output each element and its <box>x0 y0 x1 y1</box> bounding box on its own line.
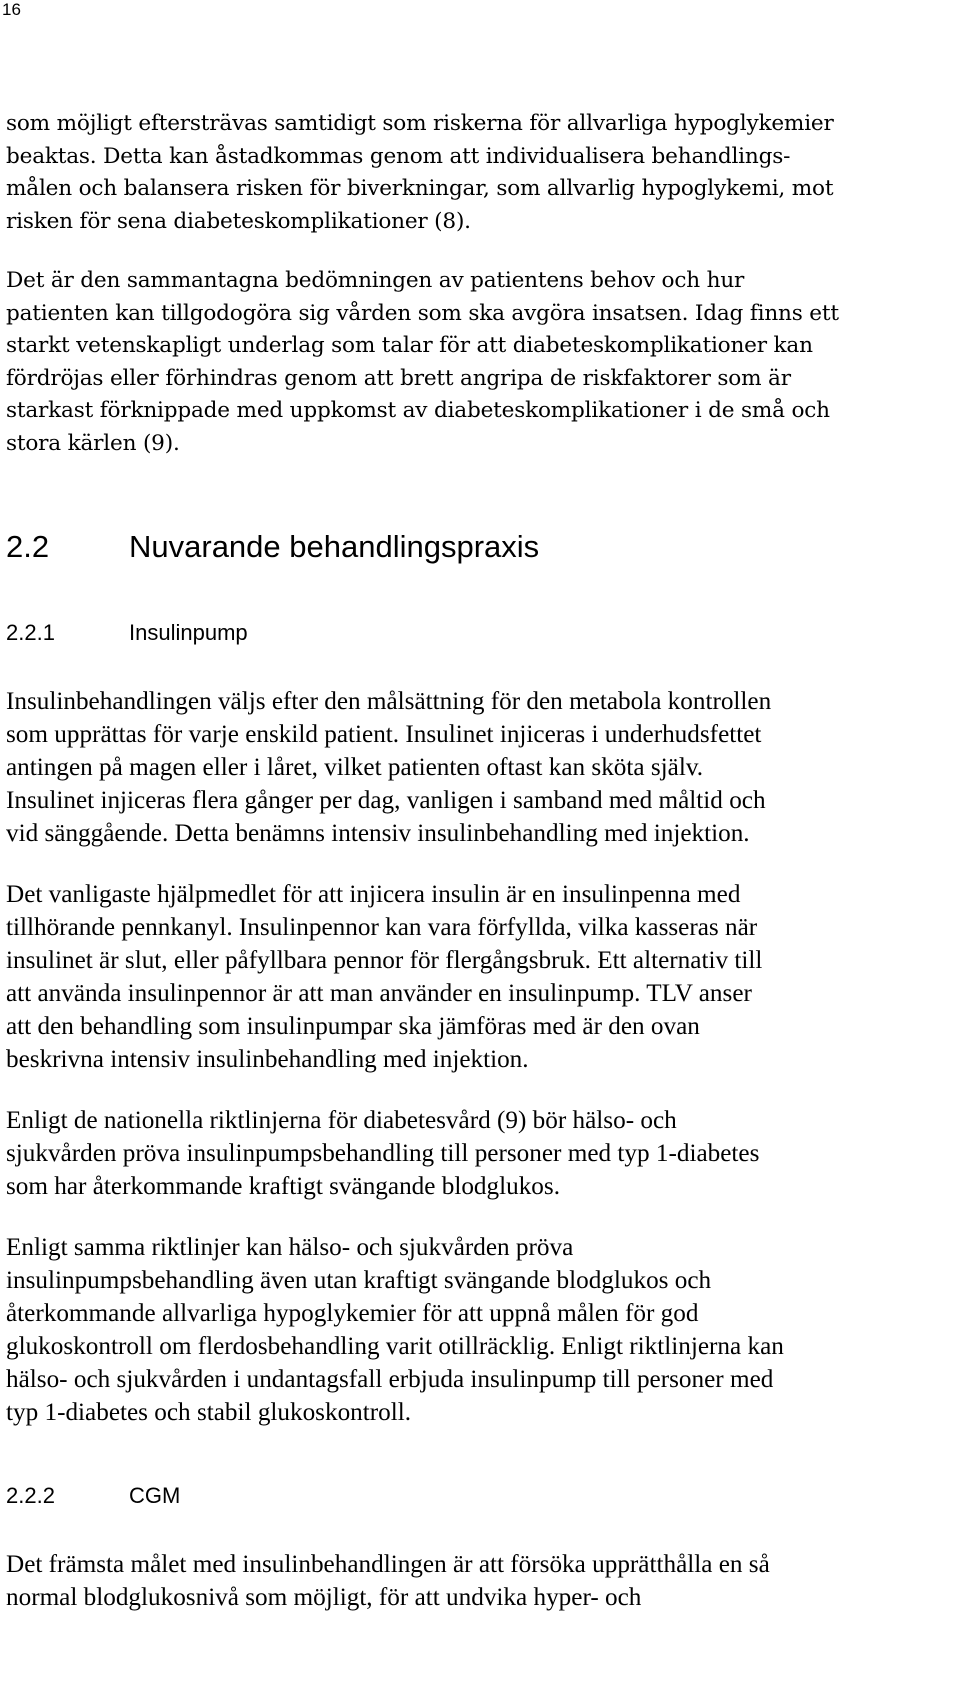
subsection-title: Insulinpump <box>129 620 248 645</box>
section-heading <box>6 529 956 565</box>
text-line: som har återkommande kraftigt svängande blodglukos. <box>6 1173 560 1200</box>
text-line: sjukvården pröva insulinpumpsbehandling till personer med typ 1-diabetes <box>6 1140 760 1167</box>
text-line: Enligt samma riktlinjer kan hälso- och sjukvården pröva <box>6 1234 574 1261</box>
text-line: beskrivna intensiv insulinbehandling med injektion. <box>6 1046 529 1073</box>
text-line: fördröjas eller förhindras genom att brett angripa de riskfaktorer som är <box>6 365 791 391</box>
text-line: starkt vetenskapligt underlag som talar för att diabeteskomplikationer kan <box>6 333 813 358</box>
text-line: målen och balansera risken för biverkningar, som allvarlig hypoglykemi, mot <box>6 176 834 201</box>
text-line: beaktas. Detta kan åstadkommas genom att individualisera behandlings- <box>6 143 791 169</box>
text-line: som möjligt eftersträvas samtidigt som riskerna för allvarliga hypoglykemier <box>6 111 834 136</box>
text-line: Insulinet injiceras flera gånger per dag, vanligen i samband med måltid och <box>6 787 766 814</box>
text-line: risken för sena diabeteskomplikationer (8). <box>6 208 471 234</box>
text-line: patienten kan tillgodogöra sig vården som ska avgöra insatsen. Idag finns ett <box>6 300 839 326</box>
subsection-heading <box>6 1482 956 1510</box>
text-line: insulinpumpsbehandling även utan kraftigt svängande blodglukos och <box>6 1267 712 1294</box>
text-line: Insulinbehandlingen väljs efter den målsättning för den metabola kontrollen <box>6 688 772 715</box>
paragraph <box>6 685 956 850</box>
document-body <box>6 108 956 1614</box>
text-line: att den behandling som insulinpumpar ska jämföras med är den ovan <box>6 1013 700 1040</box>
section-number: 2.2 <box>6 529 50 564</box>
text-line: Det främsta målet med insulinbehandlingen är att försöka upprätthålla en så <box>6 1551 770 1578</box>
paragraph <box>6 1104 956 1203</box>
subsection-number: 2.2.1 <box>6 620 55 645</box>
subsection-title: CGM <box>129 1483 181 1508</box>
page-number: 16 <box>2 0 21 19</box>
text-line: vid sänggående. Detta benämns intensiv insulinbehandling med injektion. <box>6 820 750 847</box>
text-line: normal blodglukosnivå som möjligt, för att undvika hyper- och <box>6 1584 642 1611</box>
section-title: Nuvarande behandlingspraxis <box>129 529 540 564</box>
subsection-heading <box>6 619 956 647</box>
paragraph <box>6 265 956 460</box>
text-line: starkast förknippade med uppkomst av diabeteskomplikationer i de små och <box>6 398 830 423</box>
text-line: återkommande allvarliga hypoglykemier för att uppnå målen för god <box>6 1300 699 1327</box>
text-line: Det är den sammantagna bedömningen av patientens behov och hur <box>6 268 745 293</box>
text-line: insulinet är slut, eller påfyllbara pennor för flergångsbruk. Ett alternativ till <box>6 947 763 974</box>
text-line: tillhörande pennkanyl. Insulinpennor kan vara förfyllda, vilka kasseras när <box>6 914 758 941</box>
text-line: typ 1-diabetes och stabil glukoskontroll. <box>6 1399 412 1426</box>
paragraph <box>6 1231 956 1429</box>
paragraph <box>6 108 956 238</box>
text-line: antingen på magen eller i låret, vilket patienten oftast kan sköta själv. <box>6 754 704 781</box>
text-line: Enligt de nationella riktlinjerna för diabetesvård (9) bör hälso- och <box>6 1107 677 1134</box>
text-line: Det vanligaste hjälpmedlet för att injicera insulin är en insulinpenna med <box>6 881 741 908</box>
paragraph <box>6 878 956 1076</box>
subsection-number: 2.2.2 <box>6 1483 55 1508</box>
paragraph <box>6 1548 956 1614</box>
text-line: att använda insulinpennor är att man använder en insulinpump. TLV anser <box>6 980 752 1007</box>
text-line: stora kärlen (9). <box>6 430 180 456</box>
text-line: som upprättas för varje enskild patient. Insulinet injiceras i underhudsfettet <box>6 721 762 748</box>
text-line: hälso- och sjukvården i undantagsfall erbjuda insulinpump till personer med <box>6 1366 774 1393</box>
text-line: glukoskontroll om flerdosbehandling varit otillräcklig. Enligt riktlinjerna kan <box>6 1333 784 1360</box>
